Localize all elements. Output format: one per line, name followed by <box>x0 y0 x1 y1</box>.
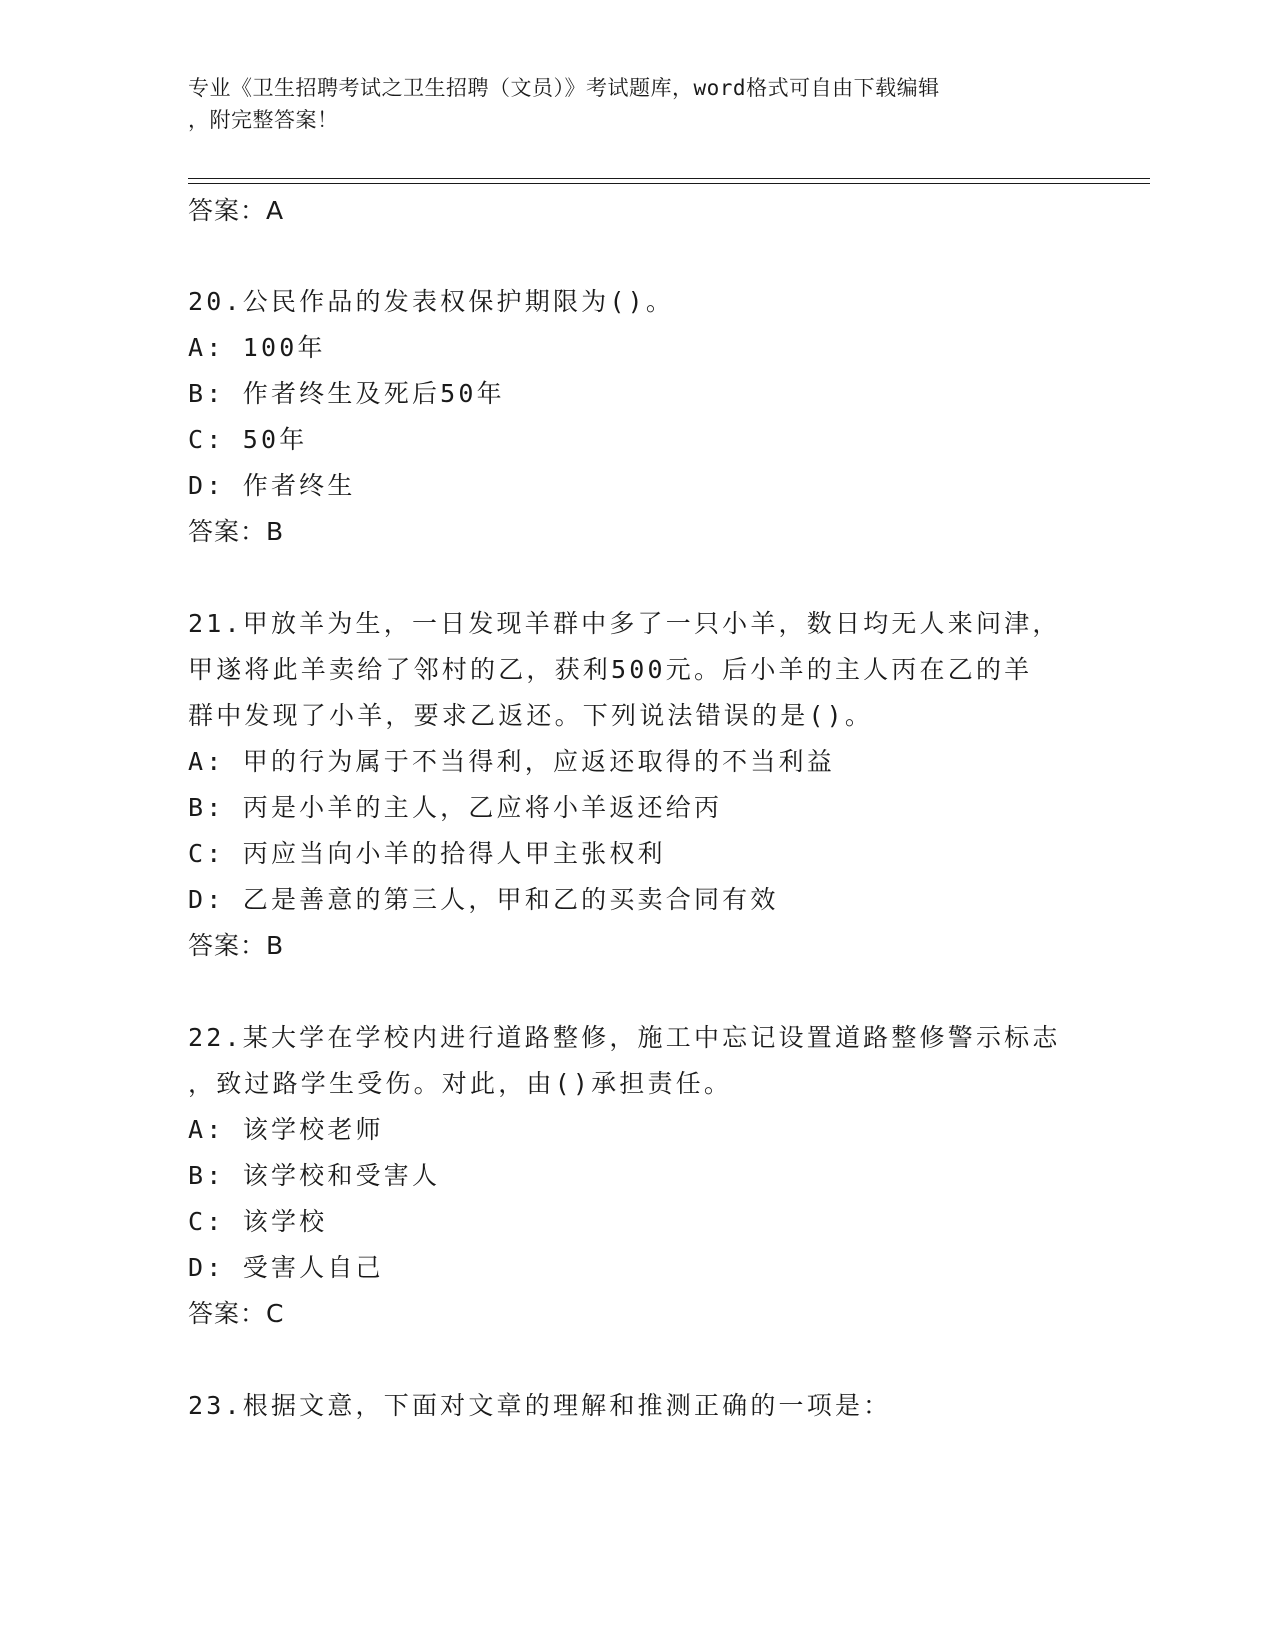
question-21-option-b: B: 丙是小羊的主人，乙应将小羊返还给丙 <box>188 793 723 822</box>
header-line-2: ，附完整答案！ <box>188 108 339 132</box>
header-divider-top <box>188 178 1150 179</box>
question-21-stem-line-2: 甲遂将此羊卖给了邻村的乙，获利500元。后小羊的主人丙在乙的羊 <box>188 655 1033 684</box>
question-22-stem-line-1: 22.某大学在学校内进行道路整修，施工中忘记设置道路整修警示标志 <box>188 1023 1061 1052</box>
question-21-stem-line-3: 群中发现了小羊，要求乙返还。下列说法错误的是()。 <box>188 701 874 730</box>
question-21-option-d: D: 乙是善意的第三人，甲和乙的买卖合同有效 <box>188 885 779 914</box>
question-22-stem-line-2: ，致过路学生受伤。对此，由()承担责任。 <box>188 1069 733 1098</box>
question-20-answer: 答案：B <box>188 517 285 546</box>
header-divider-bottom <box>188 183 1150 184</box>
question-22-option-b: B: 该学校和受害人 <box>188 1161 441 1190</box>
question-21-option-c: C: 丙应当向小羊的拾得人甲主张权利 <box>188 839 666 868</box>
question-20-option-b: B: 作者终生及死后50年 <box>188 379 505 408</box>
question-20-option-d: D: 作者终生 <box>188 471 356 500</box>
question-20-option-c: C: 50年 <box>188 425 308 454</box>
question-21-stem-line-1: 21.甲放羊为生，一日发现羊群中多了一只小羊，数日均无人来问津， <box>188 609 1061 638</box>
question-20 <box>188 279 1088 555</box>
answer-19: 答案：A <box>188 196 285 225</box>
question-21-option-a: A: 甲的行为属于不当得利，应返还取得的不当利益 <box>188 747 835 776</box>
question-20-stem: 20.公民作品的发表权保护期限为()。 <box>188 287 675 316</box>
header-line-1: 专业《卫生招聘考试之卫生招聘（文员）》考试题库，word格式可自由下载编辑 <box>188 76 940 100</box>
question-22 <box>188 1015 1088 1337</box>
question-list <box>188 188 1088 1429</box>
question-23 <box>188 1383 1088 1429</box>
question-22-option-d: D: 受害人自己 <box>188 1253 384 1282</box>
document-header <box>188 72 1078 136</box>
question-22-option-c: C: 该学校 <box>188 1207 328 1236</box>
question-22-option-a: A: 该学校老师 <box>188 1115 384 1144</box>
question-20-option-a: A: 100年 <box>188 333 326 362</box>
question-21 <box>188 601 1088 969</box>
question-23-stem: 23.根据文意，下面对文章的理解和推测正确的一项是： <box>188 1391 892 1420</box>
question-21-answer: 答案：B <box>188 931 285 960</box>
question-22-answer: 答案：C <box>188 1299 285 1328</box>
